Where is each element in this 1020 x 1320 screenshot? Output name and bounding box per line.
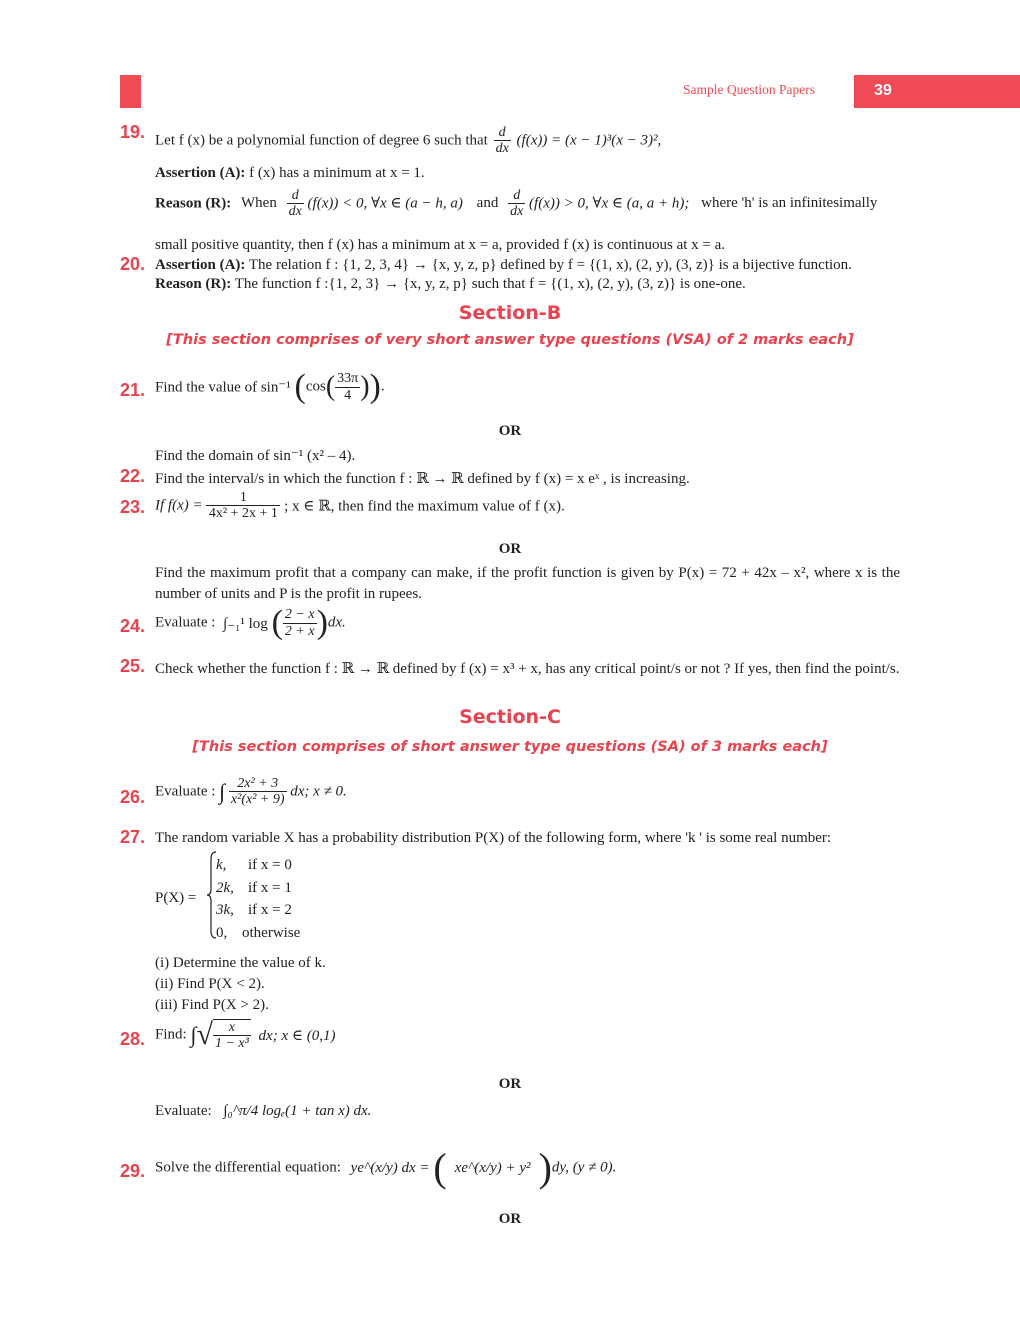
q27-case-1-cond: if x = 1 xyxy=(248,879,292,896)
q21-period: . xyxy=(380,378,385,395)
q23-alternative: Find the maximum profit that a company can make, if the profit function is given by P(x) = 72 + 42x – x², where x is the number of units and P is the profit in rupees. xyxy=(155,565,900,602)
q29-paren-open: ( xyxy=(433,1145,447,1190)
q23-or: OR xyxy=(498,541,522,557)
q21-paren-open: ( xyxy=(294,368,306,405)
q19-assertion-text: f (x) has a minimum at x = 1. xyxy=(249,165,425,181)
q27-case-2-val: 3k, xyxy=(216,902,234,918)
q27-case-1 xyxy=(216,877,300,900)
question-number-26: 26. xyxy=(120,787,146,807)
q27-case-3-cond: otherwise xyxy=(242,924,301,941)
q20-reason-text: The function f :{1, 2, 3} → {x, y, z, p} such that f = {(1, x), (2, y), (3, z)} is one-one. xyxy=(234,276,746,292)
q24-text: Evaluate : xyxy=(155,614,216,631)
q20-assertion-text: The relation f : {1, 2, 3, 4} → {x, y, z, p} defined by f = {(1, x), (2, y), (3, z)} is a bijective function. xyxy=(248,257,852,273)
q28-sqrt-sign: √ xyxy=(196,1018,213,1051)
q21-inner-paren-close: ) xyxy=(360,371,370,402)
question-number-25: 25. xyxy=(120,656,146,676)
section-c-title: Section-C xyxy=(459,706,561,728)
q19-reason-label: Reason (R): xyxy=(155,195,232,212)
q21-or: OR xyxy=(498,423,522,439)
q24-rest: dx. xyxy=(327,614,346,631)
q20-assertion xyxy=(155,257,852,274)
q24-paren-close: ) xyxy=(316,604,328,641)
q24-den: 2 + x xyxy=(284,623,315,639)
q24-fraction xyxy=(283,607,317,639)
question-number-27: 27. xyxy=(120,827,146,847)
q28-rest: dx; x ∈ (0,1) xyxy=(258,1027,336,1044)
q29-rhs: xe^(x/y) + y² xyxy=(454,1159,531,1176)
q21-expression xyxy=(155,370,385,404)
header-accent-bar xyxy=(120,75,141,108)
q25-text: Check whether the function f : ℝ → ℝ defined by f (x) = x³ + x, has any critical point/s or not ? If yes, then find the point/s. xyxy=(155,661,900,677)
q27-case-2 xyxy=(216,899,300,922)
q19-stem-text: Let f (x) be a polynomial function of degree 6 such that xyxy=(155,132,488,149)
q28-or: OR xyxy=(498,1076,522,1092)
question-number-24: 24. xyxy=(120,616,146,636)
q19-reason-derivative-1: $\frac{d}{dx}$ xyxy=(288,188,302,220)
q21-paren-close: ) xyxy=(369,368,381,405)
q20-reason xyxy=(155,276,746,293)
page-number: 39 xyxy=(874,82,892,99)
q28-alt-expr: ∫₀^π/4 logₑ(1 + tan x) dx. xyxy=(223,1103,372,1119)
q29-tail: dy, (y ≠ 0). xyxy=(551,1159,617,1176)
q20-assertion-label: Assertion (A): xyxy=(155,257,246,273)
q29-lhs: ye^(x/y) dx = xyxy=(350,1159,430,1176)
q19-assertion xyxy=(155,165,425,182)
q26-den: x²(x² + 9) xyxy=(230,792,285,808)
q26-text: Evaluate : xyxy=(155,783,216,800)
q19-reason-when: When xyxy=(241,195,277,212)
question-number-19: 19. xyxy=(120,122,146,142)
q23-rest: ; x ∈ ℝ, then find the maximum value of f (x). xyxy=(284,498,565,515)
q19-reason-and: and xyxy=(476,195,499,212)
q19-assertion-label: Assertion (A): xyxy=(155,165,246,181)
q27-case-3-val: 0, xyxy=(216,924,228,941)
q19-reason-derivative-2: $\frac{d}{dx}$ xyxy=(510,188,524,220)
q27-case-3 xyxy=(216,922,300,945)
question-number-21: 21. xyxy=(120,380,146,400)
q27-case-0 xyxy=(216,854,300,877)
q21-alternative: Find the domain of sin⁻¹ (x² – 4). xyxy=(155,448,356,464)
q21-cos: cos xyxy=(305,378,326,395)
q29-expression xyxy=(155,1145,617,1190)
q27-text: The random variable X has a probability distribution P(X) of the following form, where 'k ' is some real number: xyxy=(155,830,832,846)
q21-inner-paren-open: ( xyxy=(325,371,336,402)
q24-num: 2 − x xyxy=(284,607,315,623)
q27-case-0-cond: if x = 0 xyxy=(248,857,292,873)
section-b-title: Section-B xyxy=(458,302,562,324)
q21-text: Find the value of sin⁻¹ xyxy=(155,379,291,396)
q27-cases xyxy=(216,854,300,944)
q24-paren-open: ( xyxy=(271,604,283,641)
q26-rest: dx; x ≠ 0. xyxy=(290,783,347,800)
q21-num: 33π xyxy=(337,371,359,387)
q27-case-0-val: k, xyxy=(216,857,227,873)
q23-if: If f(x) = xyxy=(155,497,203,514)
q26-expression xyxy=(155,776,347,808)
q27-part-i: (i) Determine the value of k. xyxy=(155,955,326,971)
question-number-22: 22. xyxy=(120,466,146,486)
q27-case-2-cond: if x = 2 xyxy=(248,902,292,918)
section-b-subtitle: [This section comprises of very short answer type questions (VSA) of 2 marks each] xyxy=(166,332,854,348)
q19-stem xyxy=(155,125,661,157)
q20-reason-label: Reason (R): xyxy=(155,276,232,292)
q28-alternative xyxy=(155,1103,371,1120)
q27-brace xyxy=(207,851,215,939)
q24-integral: ∫₋₁¹ log xyxy=(223,615,268,632)
q23-den: 4x² + 2x + 1 xyxy=(208,506,278,522)
q19-reason-where: where 'h' is an infinitesimally xyxy=(701,195,878,212)
q26-fraction xyxy=(229,776,287,808)
q28-alt-label: Evaluate: xyxy=(155,1103,212,1119)
q19-reason-continued: small positive quantity, then f (x) has a minimum at x = a, provided f (x) is continuous at x = a. xyxy=(155,237,726,253)
q29-text: Solve the differential equation: xyxy=(155,1159,341,1176)
q19-reason xyxy=(155,188,900,220)
q26-num: 2x² + 3 xyxy=(229,776,287,792)
q27-part-iii: (iii) Find P(X > 2). xyxy=(155,997,269,1013)
page-number-badge xyxy=(854,75,1020,108)
q28-num: x xyxy=(213,1020,251,1036)
q27-case-1-val: 2k, xyxy=(216,879,234,896)
q24-expression xyxy=(155,606,346,640)
q21-den: 4 xyxy=(344,387,352,403)
q23-expression xyxy=(155,490,565,522)
section-c-subtitle: [This section comprises of short answer type questions (SA) of 3 marks each] xyxy=(192,739,828,755)
q21-fraction xyxy=(335,371,360,403)
question-number-23: 23. xyxy=(120,497,146,517)
q23-num: 1 xyxy=(206,490,280,506)
question-number-29: 29. xyxy=(120,1161,146,1181)
q19-derivative-op: $\frac{d}{dx}$ xyxy=(495,125,509,157)
q27-part-ii: (ii) Find P(X < 2). xyxy=(155,976,265,992)
question-number-28: 28. xyxy=(120,1029,146,1049)
q19-reason-cond2: (f(x)) > 0, ∀x ∈ (a, a + h); xyxy=(529,195,690,212)
q28-text: Find: xyxy=(155,1026,187,1043)
q29-or: OR xyxy=(498,1211,522,1227)
q29-paren-close: ) xyxy=(538,1145,552,1190)
q27-px-label: P(X) = xyxy=(155,890,197,906)
q22-text: Find the interval/s in which the function f : ℝ → ℝ defined by f (x) = x eˣ , is increasing. xyxy=(155,471,690,487)
q28-expression xyxy=(155,1018,335,1052)
q19-reason-cond1: (f(x)) < 0, ∀x ∈ (a − h, a) xyxy=(307,195,463,212)
q23-fraction xyxy=(206,490,280,522)
question-number-20: 20. xyxy=(120,254,146,274)
q26-integral-sign: ∫ xyxy=(219,778,226,804)
q27-parts xyxy=(155,953,326,1016)
q28-fraction xyxy=(213,1019,251,1052)
header-title: Sample Question Papers xyxy=(683,82,815,97)
q28-integral-sign: ∫ xyxy=(190,1022,197,1047)
q28-den: 1 − x³ xyxy=(214,1036,249,1051)
q19-derivative-expr: (f(x)) = (x − 1)³(x − 3)², xyxy=(516,132,662,149)
